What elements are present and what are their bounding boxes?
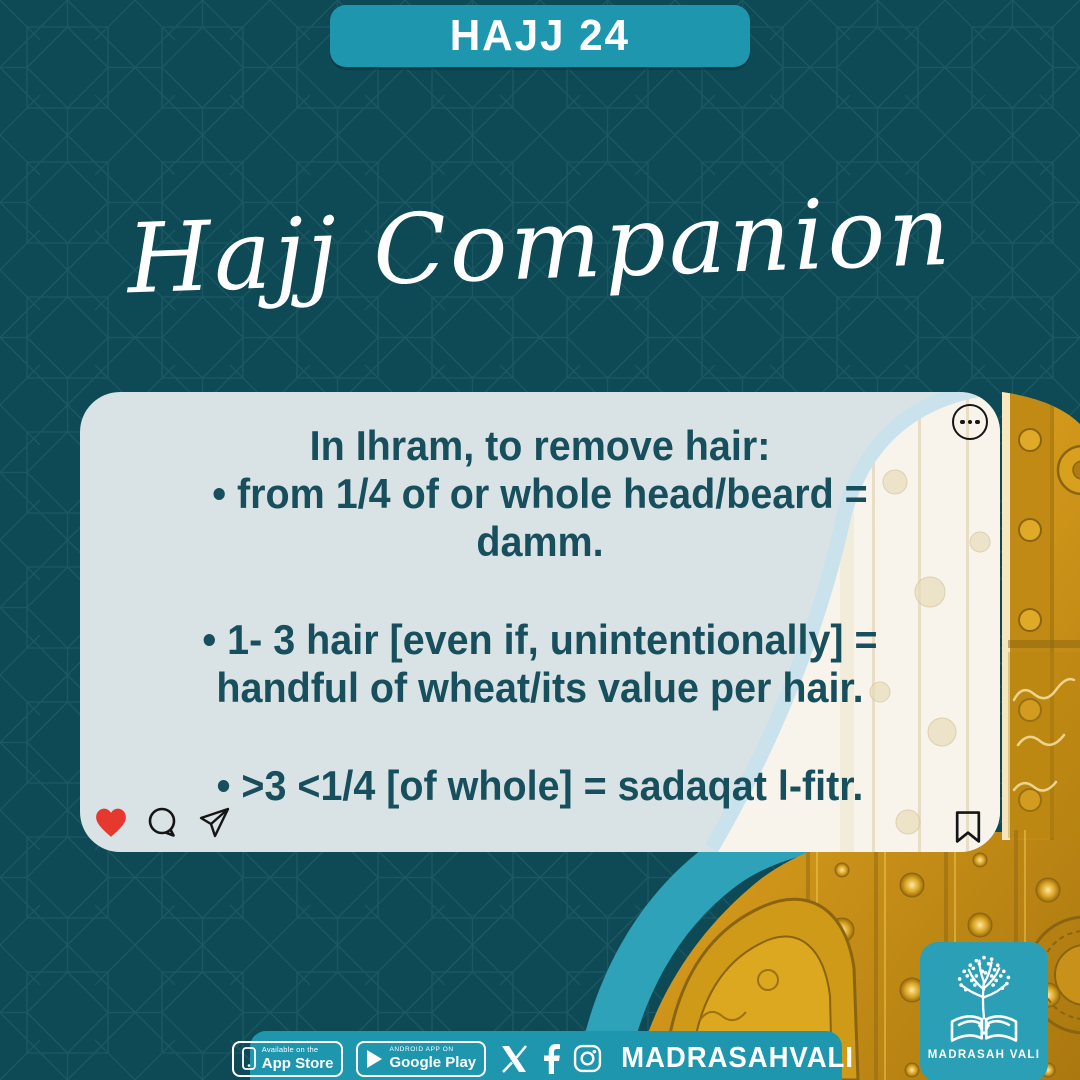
comment-icon[interactable] <box>146 806 180 840</box>
play-icon <box>366 1049 383 1069</box>
header-title: HAJJ 24 <box>449 11 631 60</box>
action-row <box>94 806 232 840</box>
card-paragraph <box>125 422 956 566</box>
card-line: damm. <box>476 518 604 565</box>
social-handle: MADRASAHVALI <box>621 1042 855 1074</box>
google-play-badge[interactable] <box>356 1041 486 1077</box>
card-paragraph <box>125 616 956 712</box>
footer-bar <box>250 1031 855 1080</box>
bookmark-icon[interactable] <box>954 810 982 844</box>
series-title: Hajj Companion <box>125 174 955 316</box>
google-play-text <box>389 1047 476 1071</box>
card-line: • from 1/4 of or whole head/beard = <box>212 470 868 517</box>
content-card <box>80 392 1000 852</box>
google-play-name: Google Play <box>389 1054 477 1072</box>
ellipsis-dot <box>960 420 965 425</box>
app-store-tagline: Available on the <box>261 1045 319 1055</box>
ellipsis-dot <box>968 420 973 425</box>
app-store-name: App Store <box>261 1054 334 1072</box>
heart-icon[interactable] <box>94 806 128 840</box>
card-text <box>125 422 956 852</box>
card-line: • 1- 3 hair [even if, unintentionally] = <box>202 616 878 663</box>
phone-icon <box>242 1047 256 1071</box>
tree-book-pen-logo <box>938 950 1030 1046</box>
facebook-icon[interactable] <box>542 1044 560 1074</box>
card-line: handful of wheat/its value per hair. <box>216 664 864 711</box>
share-icon[interactable] <box>198 806 232 840</box>
app-store-text <box>262 1046 334 1071</box>
x-icon[interactable] <box>499 1045 529 1073</box>
card-paragraph <box>125 762 956 810</box>
google-play-tagline: ANDROID APP ON <box>389 1045 454 1053</box>
more-options-icon[interactable] <box>952 404 988 440</box>
app-store-badge[interactable] <box>232 1041 344 1077</box>
card-line: • >3 <1/4 [of whole] = sadaqat l-fitr. <box>216 762 864 809</box>
instagram-icon[interactable] <box>573 1044 602 1073</box>
card-line: In Ihram, to remove hair: <box>309 422 771 469</box>
ellipsis-dot <box>975 420 980 425</box>
logo-label: MADRASAH VALI <box>927 1049 1041 1061</box>
brand-logo-tile <box>920 942 1048 1080</box>
header-banner <box>330 5 750 67</box>
